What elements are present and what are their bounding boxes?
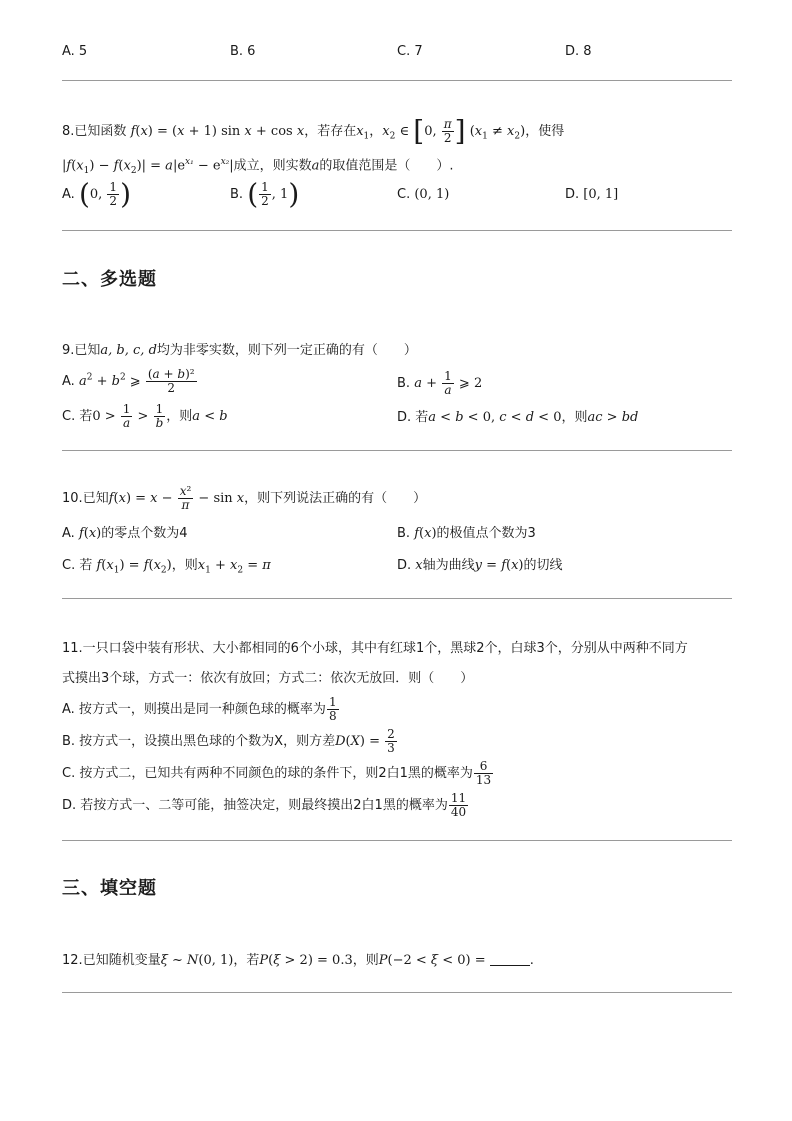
q8-option-b[interactable]: B. ( $\frac{1}{2}$ , 1) bbox=[230, 177, 300, 211]
q9-number: 9. bbox=[62, 343, 75, 358]
q8-option-a-label: A. bbox=[62, 187, 75, 202]
q10-option-a-label: A. bbox=[62, 526, 75, 541]
q11-option-c-text: C. 按方式二，已知共有两种不同颜色的球的条件下，则2白1黑的概率为 bbox=[62, 766, 473, 781]
q11-option-c[interactable]: C. 按方式二，已知共有两种不同颜色的球的条件下，则2白1黑的概率为 $\frac{6}{13}$ bbox=[62, 759, 492, 787]
q8-option-c-label: C. bbox=[397, 187, 411, 202]
q9-option-a[interactable]: A. $a^2 + b^2$ ⩾ $\frac{\text{(a + b)²}}{2}$ bbox=[62, 367, 195, 395]
q7-option-b[interactable]: B. 6 bbox=[230, 44, 256, 59]
q11-option-a[interactable]: A. 按方式一，则摸出是同一种颜色球的概率为 $\frac{1}{8}$ bbox=[62, 695, 337, 723]
q7-option-c[interactable]: C. 7 bbox=[397, 44, 423, 59]
q11-stem-line1: 11.一只口袋中装有形状、大小都相同的6个小球，其中有红球1个，黑球2个，白球3个，分别从中两种不同方 bbox=[62, 641, 688, 656]
q9-option-b[interactable]: B. a + $\frac{1}{a}$ ⩾ 2 bbox=[397, 369, 483, 397]
q10-option-a-text: 的零点个数为4 bbox=[101, 526, 188, 541]
q10-option-a[interactable]: A. f(x)的零点个数为4 bbox=[62, 526, 188, 541]
q10-option-d-label: D. bbox=[397, 558, 412, 573]
q7-option-a[interactable]: A. 5 bbox=[62, 44, 88, 59]
q10-number: 10. bbox=[62, 491, 83, 506]
q10-option-b[interactable]: B. f(x)的极值点个数为3 bbox=[397, 526, 536, 541]
q10-option-c-label: C. 若 bbox=[62, 558, 93, 573]
q10-stem-text2: ，则下列说法正确的有（ ） bbox=[244, 491, 427, 506]
q8-stem-line1: 8.已知函数 f(x) = (x + 1) sin x + cos x，若存在$x_1$，$x_2$ ∈ [0, $\frac{\pi}{2}$ ] $(x_1 \ne x_2)$，使得 bbox=[62, 114, 565, 148]
q11-option-b[interactable]: B. 按方式一，设摸出黑色球的个数为X，则方差D(X) = $\frac{2}{3}$ bbox=[62, 727, 395, 755]
q9-option-d-text: ，则 bbox=[561, 410, 588, 425]
divider bbox=[62, 230, 732, 231]
q7-option-d[interactable]: D. 8 bbox=[565, 44, 592, 59]
q8-stem-text4: 成立，则实数 bbox=[233, 158, 312, 174]
divider bbox=[62, 80, 732, 81]
divider bbox=[62, 992, 732, 993]
q10-option-d-text2: 的切线 bbox=[523, 558, 563, 573]
q9-stem-text: 已知 bbox=[74, 343, 101, 358]
q10-stem: 10.已知f(x) = x − $\frac{\text{x²}}{\pi}$ − sin x，则下列说法正确的有（ ） bbox=[62, 484, 427, 512]
q9-stem: 9.已知a, b, c, d均为非零实数，则下列一定正确的有（ ） bbox=[62, 343, 417, 358]
q9-option-c-label: C. 若 bbox=[62, 409, 93, 424]
q9-option-a-label: A. bbox=[62, 374, 75, 389]
q9-option-c[interactable]: C. 若0 > $\frac{1}{a}$ > $\frac{1}{b}$ ，则a < b bbox=[62, 402, 228, 430]
q8-stem-line2: $|f(x_1) - f(x_2)| = a|e^{x_1} - e^{x_2}|$成立，则实数a的取值范围是（ ）. bbox=[62, 157, 454, 176]
q11-option-b-text: B. 按方式一，设摸出黑色球的个数为X，则方差 bbox=[62, 734, 336, 749]
q8-option-d[interactable]: D. [0, 1] bbox=[565, 187, 619, 202]
q10-option-d[interactable]: D. x轴为曲线y = f(x)的切线 bbox=[397, 558, 563, 573]
q10-option-b-text: 的极值点个数为3 bbox=[436, 526, 536, 541]
q12-stem-text3: ，则 bbox=[352, 953, 379, 968]
q9-option-c-text: ，则 bbox=[166, 409, 193, 424]
q12-stem: 12.已知随机变量ξ ~ N(0, 1)，若P(ξ > 2) = 0.3，则P(−2 < ξ < 0) = . bbox=[62, 953, 534, 968]
q8-function: f bbox=[130, 124, 136, 139]
answer-blank[interactable] bbox=[490, 965, 530, 966]
q9-option-d-label: D. 若 bbox=[397, 410, 429, 425]
q8-number: 8. bbox=[62, 124, 75, 139]
q10-stem-text: 已知 bbox=[82, 491, 109, 506]
divider bbox=[62, 598, 732, 599]
divider bbox=[62, 840, 732, 841]
q10-option-b-label: B. bbox=[397, 526, 411, 541]
q11-option-a-text: A. 按方式一，则摸出是同一种颜色球的概率为 bbox=[62, 702, 326, 717]
q8-stem-text2: ，若存在 bbox=[304, 124, 357, 139]
q9-option-b-label: B. bbox=[397, 376, 411, 391]
q8-option-a[interactable]: A. (0, $\frac{1}{2}$ ) bbox=[62, 177, 131, 211]
q8-option-c[interactable]: C. (0, 1) bbox=[397, 187, 450, 202]
q8-stem-text5: 的取值范围是（ ）. bbox=[319, 158, 454, 174]
q8-stem-text3: 使得 bbox=[538, 124, 565, 139]
q12-stem-text: 已知随机变量 bbox=[82, 953, 161, 968]
q9-option-d[interactable]: D. 若a < b < 0, c < d < 0，则ac > bd bbox=[397, 410, 639, 425]
q11-option-d[interactable]: D. 若按方式一、二等可能，抽签决定，则最终摸出2白1黑的概率为 $\frac{11}{40}$ bbox=[62, 791, 467, 819]
q11-stem-line2: 式摸出3个球，方式一：依次有放回；方式二：依次无放回．则（ ） bbox=[62, 671, 474, 686]
q8-stem-text: 已知函数 bbox=[74, 124, 127, 139]
q8-option-d-label: D. bbox=[565, 187, 580, 202]
q10-option-d-text: 轴为曲线 bbox=[422, 558, 475, 573]
q12-stem-text2: ，若 bbox=[233, 953, 260, 968]
divider bbox=[62, 450, 732, 451]
q8-option-b-label: B. bbox=[230, 187, 244, 202]
q12-stem-end: . bbox=[529, 953, 534, 968]
q10-option-c[interactable]: C. 若 $f(x_1) = f(x_2)$，则$x_1 + x_2 = \pi$ bbox=[62, 558, 271, 576]
q10-option-c-text: ，则 bbox=[171, 558, 198, 573]
q9-stem-text2: 均为非零实数，则下列一定正确的有（ ） bbox=[156, 343, 417, 358]
q12-number: 12. bbox=[62, 953, 83, 968]
q11-option-d-text: D. 若按方式一、二等可能，抽签决定，则最终摸出2白1黑的概率为 bbox=[62, 798, 448, 813]
section-heading-fill-in: 三、填空题 bbox=[62, 878, 157, 899]
section-heading-multi-choice: 二、多选题 bbox=[62, 269, 157, 290]
